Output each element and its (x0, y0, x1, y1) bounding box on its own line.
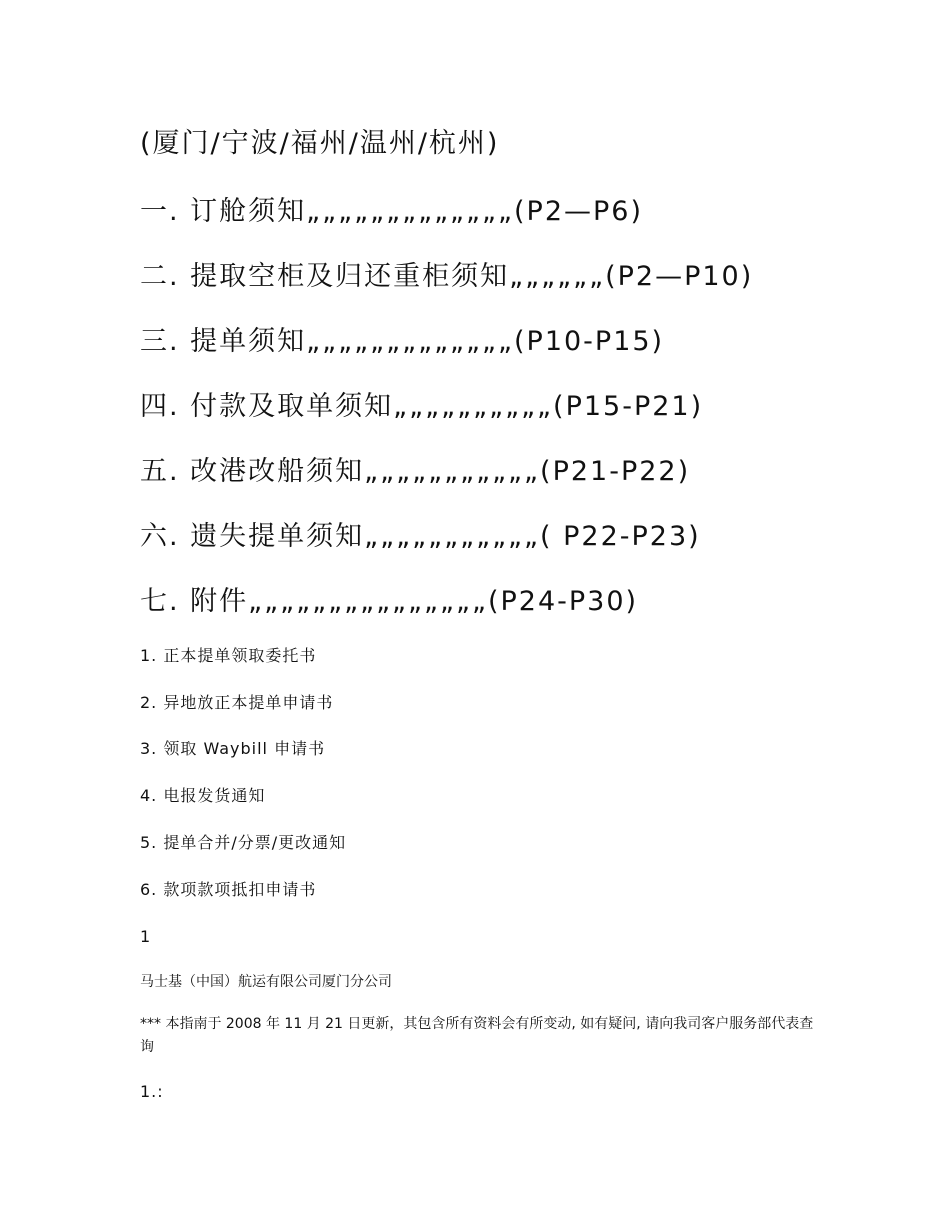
attachment-item: 6. 款项款项抵扣申请书 (140, 880, 317, 899)
toc-item-attachments: 七. 附件„„„„„„„„„„„„„„„(P24-P30) (140, 586, 639, 617)
attachment-item: 1. 正本提单领取委托书 (140, 646, 317, 665)
toc-item-lost-bl: 六. 遗失提单须知„„„„„„„„„„„( P22-P23) (140, 521, 701, 552)
attachment-item: 3. 领取 Waybill 申请书 (140, 739, 326, 758)
toc-item-change-port: 五. 改港改船须知„„„„„„„„„„„(P21-P22) (140, 456, 691, 487)
update-notice: *** 本指南于 2008 年 11 月 21 日更新，其包含所有资料会有所变动, 如有疑问, 请向我司客户服务部代表查询 (140, 1016, 814, 1055)
attachment-item: 5. 提单合并/分票/更改通知 (140, 833, 347, 852)
toc-item-bill-of-lading: 三. 提单须知„„„„„„„„„„„„„(P10-P15) (140, 326, 665, 357)
toc-item-payment: 四. 付款及取单须知„„„„„„„„„„(P15-P21) (140, 391, 704, 422)
company-name: 马士基（中国）航运有限公司厦门分公司 (140, 974, 392, 990)
page-number: 1 (140, 927, 152, 946)
cities-heading: (厦门/宁波/福州/温州/杭州) (140, 128, 500, 159)
section-start: 1.: (140, 1082, 164, 1101)
toc-item-booking: 一. 订舱须知„„„„„„„„„„„„„(P2—P6) (140, 196, 643, 227)
attachment-item: 4. 电报发货通知 (140, 786, 266, 805)
toc-item-container: 二. 提取空柜及归还重柜须知„„„„„„(P2—P10) (140, 261, 754, 292)
attachment-item: 2. 异地放正本提单申请书 (140, 693, 334, 712)
